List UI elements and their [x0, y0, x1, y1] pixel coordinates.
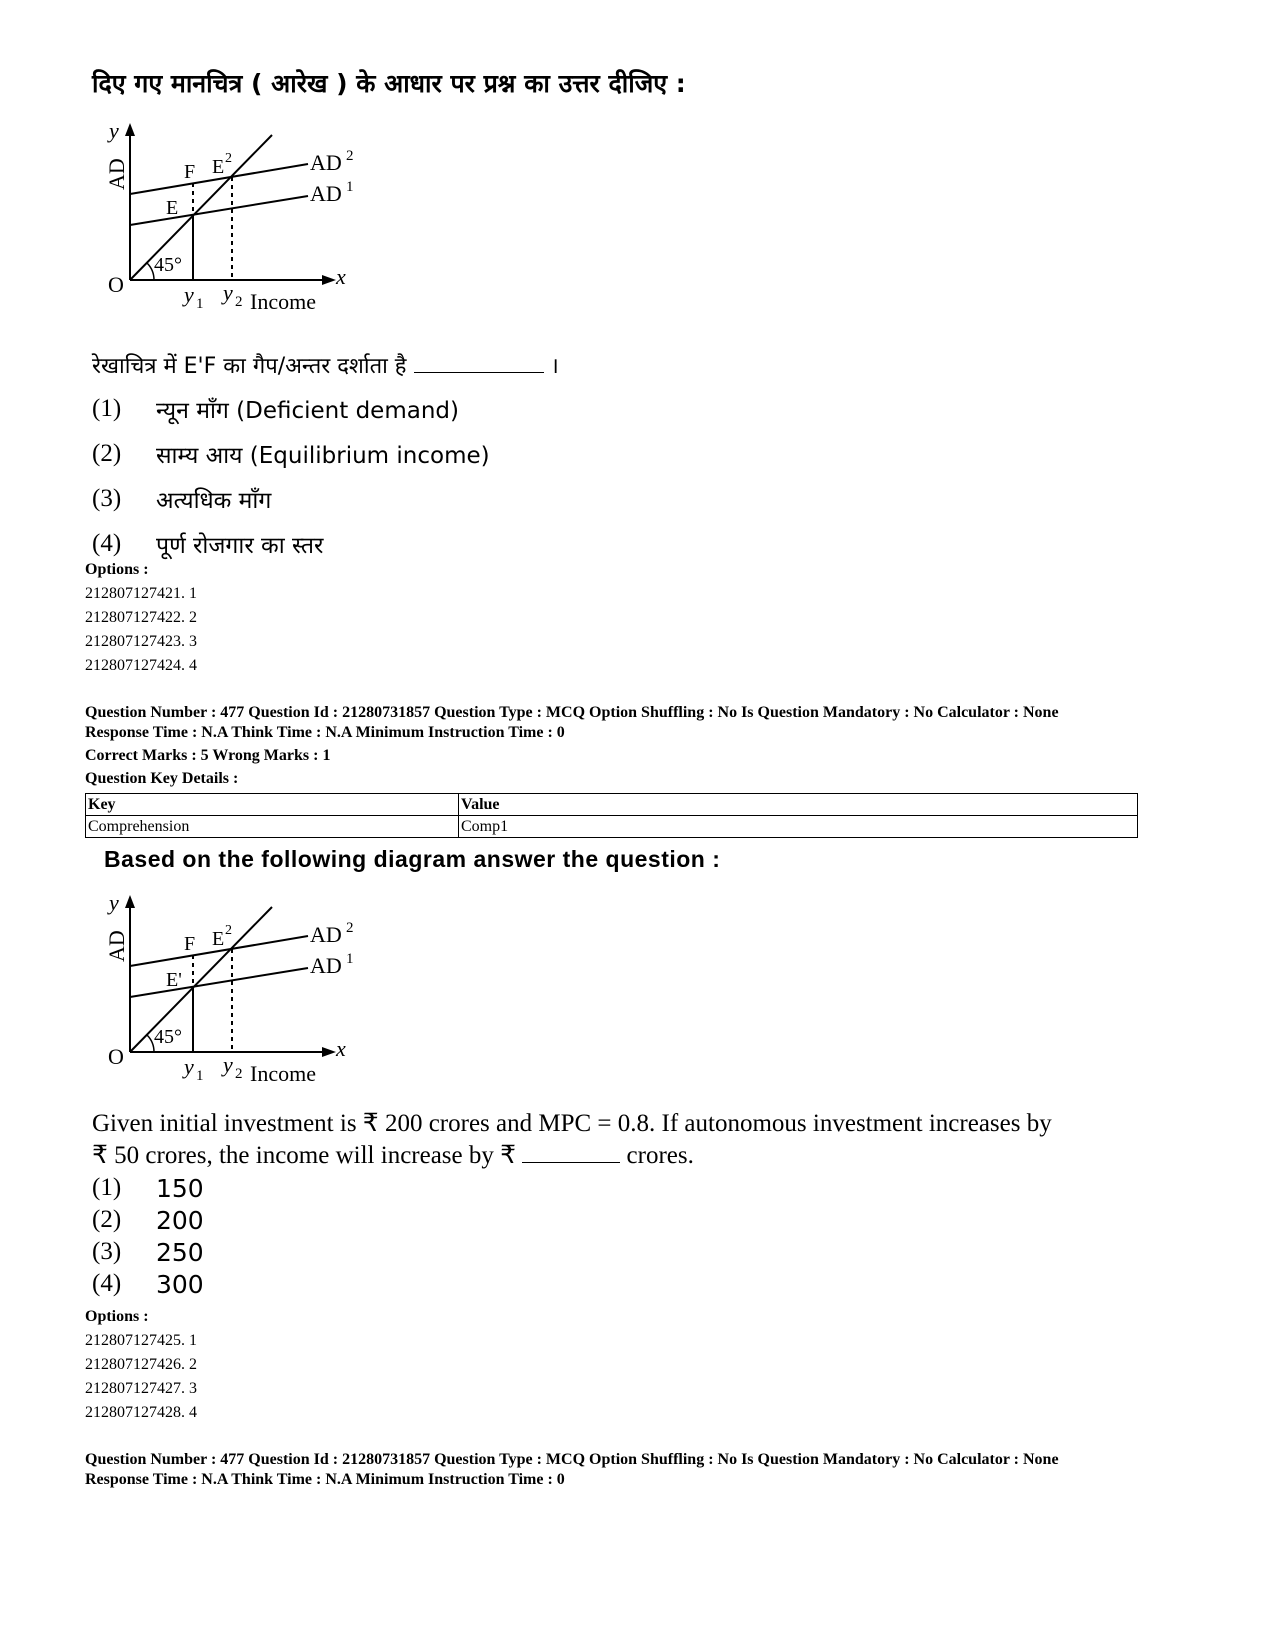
q1-choice-1: (1) न्यून माँग (Deficient demand) [92, 394, 459, 424]
q2-question-line1: Given initial investment is ₹ 200 crores and MPC = 0.8. If autonomous investment increases by [92, 1110, 1052, 1137]
table-cell: Key [86, 794, 459, 816]
q2-option-2: 212807127426. 2 [85, 1356, 197, 1373]
q1-option-4: 212807127424. 4 [85, 657, 197, 674]
q2-choices [92, 1172, 204, 1300]
y1-sub: 1 [196, 1068, 204, 1084]
q2-meta [85, 703, 1059, 789]
y2-label: y [223, 280, 233, 305]
table-cell: Comprehension [86, 816, 459, 838]
x-axis-label: x [336, 1036, 346, 1061]
q2-meta-line1: Question Number : 477 Question Id : 21280731857 Question Type : MCQ Option Shuffling : No Is Question Mandatory : No Calculator : None [85, 704, 1059, 721]
q2-question-line2: ₹ 50 crores, the income will increase by ₹ crores. [92, 1142, 694, 1169]
point-e2-sup: 2 [225, 151, 232, 166]
q2-option-4: 212807127428. 4 [85, 1404, 197, 1421]
q2-option-1: 212807127425. 1 [85, 1332, 197, 1349]
q2-meta-line2: Response Time : N.A Think Time : N.A Minimum Instruction Time : 0 [85, 724, 565, 741]
income-label: Income [250, 1061, 316, 1086]
q1-option-2: 212807127422. 2 [85, 609, 197, 626]
q2-options-label: Options : [85, 1308, 149, 1325]
point-e2-label: E [212, 928, 225, 950]
table-cell: Value [459, 794, 1138, 816]
ad-axis-label: AD [104, 930, 129, 962]
table-cell: Comp1 [459, 816, 1138, 838]
y-axis-arrow [125, 895, 135, 908]
ad1-label: AD [310, 953, 342, 978]
x-axis-arrow [322, 275, 336, 285]
point-e-label: E' [166, 969, 182, 991]
table-header-row [86, 794, 1138, 816]
q1-choice-2: (2) साम्य आय (Equilibrium income) [92, 439, 490, 469]
point-e-label: E [166, 197, 179, 219]
origin-label: O [108, 1044, 124, 1069]
angle-label: 45° [154, 254, 182, 276]
q1-choice-4: (4) पूर्ण रोजगार का स्तर [92, 529, 324, 559]
q1-question: रेखाचित्र में E'F का गैप/अन्तर दर्शाता है । [92, 350, 559, 380]
y1-label: y [184, 282, 194, 307]
ad1-label: AD [310, 181, 342, 206]
angle-label: 45° [154, 1026, 182, 1048]
ad1-sup: 1 [346, 179, 354, 195]
y1-label: y [184, 1054, 194, 1079]
angle-arc [147, 263, 154, 280]
q2-options [85, 1305, 197, 1425]
footer-meta [85, 1450, 1059, 1490]
q2-diagram [100, 890, 380, 1090]
point-f-label: F [184, 161, 196, 183]
q1-heading: दिए गए मानचित्र ( आरेख ) के आधार पर प्रश्न का उत्तर दीजिए : [92, 69, 686, 98]
q1-choices [92, 386, 490, 566]
ad1-line [130, 968, 308, 997]
ad2-sup: 2 [346, 148, 354, 164]
x-axis-arrow [322, 1047, 336, 1057]
ad-axis-label: AD [104, 158, 129, 190]
income-label: Income [250, 289, 316, 314]
angle-arc [147, 1035, 154, 1052]
ad1-line [130, 196, 308, 225]
footer-meta-line1: Question Number : 477 Question Id : 21280731857 Question Type : MCQ Option Shuffling : No Is Question Mandatory : No Calculator : None [85, 1451, 1059, 1468]
q1-option-1: 212807127421. 1 [85, 585, 197, 602]
ad2-label: AD [310, 922, 342, 947]
footer-meta-line2: Response Time : N.A Think Time : N.A Minimum Instruction Time : 0 [85, 1471, 565, 1488]
q2-choice-3: (3) 250 [92, 1237, 204, 1267]
point-f-label: F [184, 933, 196, 955]
ad2-label: AD [310, 150, 342, 175]
y2-label: y [223, 1052, 233, 1077]
y-axis-arrow [125, 123, 135, 136]
q2-heading: Based on the following diagram answer the question : [104, 846, 721, 872]
q2-choice-1: (1) 150 [92, 1173, 204, 1203]
y-axis-label: y [109, 118, 119, 143]
x-axis-label: x [336, 264, 346, 289]
q2-choice-4: (4) 300 [92, 1269, 204, 1299]
y1-sub: 1 [196, 296, 204, 312]
q1-option-3: 212807127423. 3 [85, 633, 197, 650]
q1-diagram [100, 118, 380, 318]
q2-option-3: 212807127427. 3 [85, 1380, 197, 1397]
ad2-sup: 2 [346, 920, 354, 936]
point-e2-label: E [212, 156, 225, 178]
y2-sub: 2 [235, 1066, 243, 1082]
ad1-sup: 1 [346, 951, 354, 967]
45-degree-line [130, 907, 272, 1052]
q2-key-details: Question Key Details : [85, 770, 239, 787]
q2-key-table [85, 793, 1138, 838]
q2-choice-2: (2) 200 [92, 1205, 204, 1235]
table-row [86, 816, 1138, 838]
45-degree-line [130, 135, 272, 280]
q1-options [85, 558, 197, 678]
q1-options-label: Options : [85, 561, 149, 578]
y-axis-label: y [109, 890, 119, 915]
q1-choice-3: (3) अत्यधिक माँग [92, 484, 272, 514]
q2-marks: Correct Marks : 5 Wrong Marks : 1 [85, 747, 331, 764]
origin-label: O [108, 272, 124, 297]
point-e2-sup: 2 [225, 923, 232, 938]
y2-sub: 2 [235, 294, 243, 310]
